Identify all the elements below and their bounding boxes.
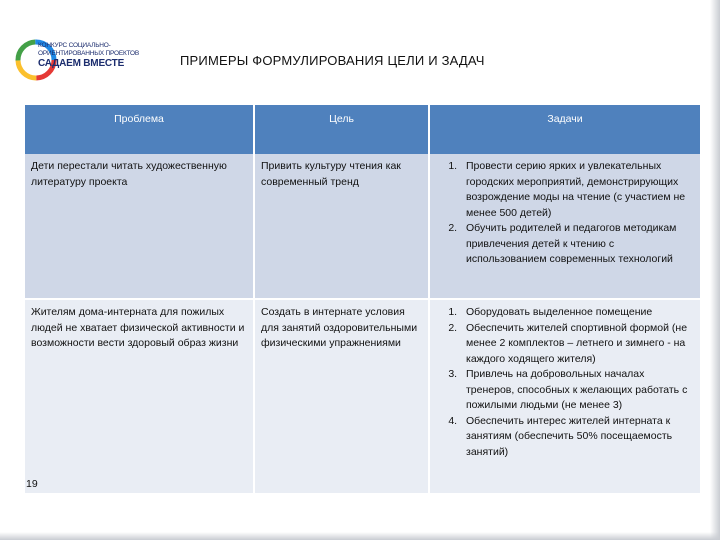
- logo-line-1: КОНКУРС СОЦИАЛЬНО-: [38, 42, 111, 49]
- table-row: [25, 299, 700, 494]
- table-header-row: [25, 105, 700, 154]
- problem-cell: Дети перестали читать художественную литературу проекта: [25, 154, 254, 299]
- tasks-cell: [429, 154, 700, 299]
- header-goal: Цель: [254, 105, 429, 154]
- logo-line-2: ОРИЕНТИРОВАННЫХ ПРОЕКТОВ: [38, 50, 140, 57]
- task-item: 2. Обучить родителей и педагогов методикам привлечения детей к чтению с использованием современных технологий: [460, 221, 694, 268]
- task-item: 2. Обеспечить жителей спортивной формой (не менее 2 комплектов – летнего и зимнего - на каждого ходящего жителя): [460, 321, 694, 368]
- header-problem: Проблема: [25, 105, 254, 154]
- task-item: 1. Оборудовать выделенное помещение: [460, 305, 694, 321]
- task-item: 3. Привлечь на добровольных началах тренеров, способных к желающих работать с пожилыми людьми (не менее 3): [460, 367, 694, 414]
- page-shadow-bottom: [0, 532, 720, 540]
- tasks-cell: [429, 299, 700, 494]
- logo-text: [38, 42, 139, 70]
- table-row: [25, 154, 700, 299]
- task-list: [436, 159, 694, 268]
- goals-tasks-table: [25, 105, 700, 495]
- logo-line-3: САДАЕМ ВМЕСТЕ: [38, 58, 125, 69]
- problem-cell: Жителям дома-интерната для пожилых людей не хватает физической активности и возможности вести здоровый образ жизни: [25, 299, 254, 494]
- task-item: 1. Провести серию ярких и увлекательных городских мероприятий, демонстрирующих возрождение моды на чтение (с участием не менее 500 детей): [460, 159, 694, 221]
- task-list: [436, 305, 694, 460]
- goal-cell: Привить культуру чтения как современный тренд: [254, 154, 429, 299]
- page-number: 19: [26, 478, 38, 490]
- page-shadow-right: [710, 0, 720, 540]
- page-title: ПРИМЕРЫ ФОРМУЛИРОВАНИЯ ЦЕЛИ И ЗАДАЧ: [180, 53, 485, 68]
- header-tasks: Задачи: [429, 105, 700, 154]
- task-item: 4. Обеспечить интерес жителей интерната к занятиям (обеспечить 50% посещаемость занятий): [460, 414, 694, 461]
- goal-cell: Создать в интернате условия для занятий оздоровительными физическими упражнениями: [254, 299, 429, 494]
